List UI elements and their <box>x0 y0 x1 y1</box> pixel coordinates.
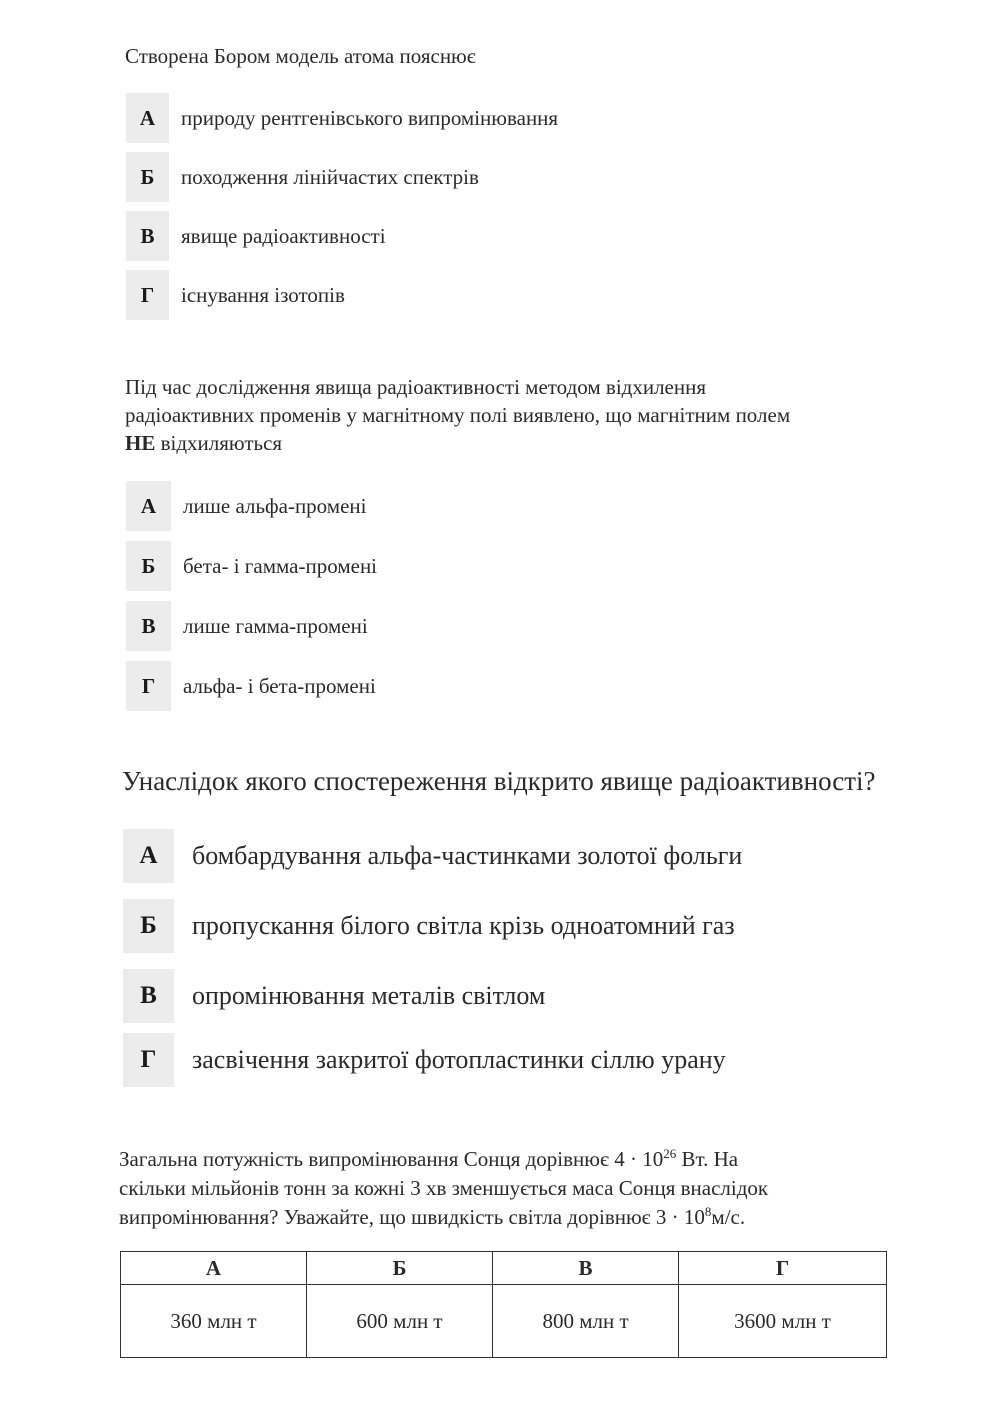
option-letter: Б <box>126 152 169 202</box>
option-letter: В <box>126 211 169 261</box>
question-3-option-a[interactable] <box>123 829 742 883</box>
option-letter: Г <box>123 1033 174 1087</box>
table-header-row <box>121 1252 887 1285</box>
question-2-prompt <box>125 373 905 457</box>
question-1-option-c[interactable] <box>126 211 386 261</box>
option-letter: А <box>126 481 171 531</box>
option-text: існування ізотопів <box>181 282 345 307</box>
option-text: альфа- і бета-промені <box>183 673 376 698</box>
prompt-text: випромінювання? Уважайте, що швидкість світла дорівнює 3 · 10 <box>119 1205 705 1229</box>
table-header-cell: Б <box>307 1252 493 1285</box>
question-3-prompt: Унаслідок якого спостереження відкрито явище радіоактивності? <box>122 766 876 796</box>
option-text: лише альфа-промені <box>183 493 367 518</box>
option-text: пропускання білого світла крізь одноатомний газ <box>192 911 735 940</box>
question-2-option-a[interactable] <box>126 481 366 531</box>
question-1-prompt: Створена Бором модель атома пояснює <box>125 44 476 68</box>
prompt-line: радіоактивних променів у магнітному полі виявлено, що магнітним полем <box>125 403 791 427</box>
question-3-option-b[interactable] <box>123 899 735 953</box>
prompt-emphasis: НЕ <box>125 431 156 455</box>
question-2-option-d[interactable] <box>126 661 376 711</box>
question-1-option-d[interactable] <box>126 270 345 320</box>
prompt-text: Загальна потужність випромінювання Сонця дорівнює 4 · 10 <box>119 1147 664 1171</box>
answer-cell-c[interactable]: 800 млн т <box>493 1285 679 1358</box>
option-text: явище радіоактивності <box>181 223 386 248</box>
option-text: природу рентгенівського випромінювання <box>181 105 559 130</box>
option-letter: Г <box>126 661 171 711</box>
exponent: 26 <box>663 1146 677 1161</box>
answer-cell-d[interactable]: 3600 млн т <box>679 1285 887 1358</box>
question-3-option-d[interactable] <box>123 1033 726 1087</box>
option-letter: Г <box>126 270 169 320</box>
prompt-text: Вт. На <box>676 1147 739 1171</box>
option-text: засвічення закритої фотопластинки сіллю урану <box>192 1045 726 1074</box>
question-1-option-b[interactable] <box>126 152 479 202</box>
option-text: бомбардування альфа-частинками золотої фольги <box>192 841 743 870</box>
option-letter: В <box>126 601 171 651</box>
table-header-cell: А <box>121 1252 307 1285</box>
option-letter: Б <box>126 541 171 591</box>
table-header-cell: Г <box>679 1252 887 1285</box>
option-letter: В <box>123 969 174 1023</box>
answer-cell-b[interactable]: 600 млн т <box>307 1285 493 1358</box>
answer-cell-a[interactable]: 360 млн т <box>121 1285 307 1358</box>
option-letter: Б <box>123 899 174 953</box>
prompt-line: відхиляються <box>160 431 283 455</box>
option-letter: А <box>123 829 174 883</box>
answer-table <box>120 1251 887 1358</box>
table-header-cell: В <box>493 1252 679 1285</box>
prompt-text: м/с. <box>711 1205 746 1229</box>
prompt-line: Під час дослідження явища радіоактивності методом відхилення <box>125 375 707 399</box>
prompt-text: скільки мільйонів тонн за кожні 3 хв зменшується маса Сонця внаслідок <box>119 1176 769 1200</box>
question-2-option-c[interactable] <box>126 601 368 651</box>
question-3-option-c[interactable] <box>123 969 545 1023</box>
option-text: бета- і гамма-промені <box>183 553 378 578</box>
option-text: походження лінійчастих спектрів <box>181 164 479 189</box>
question-1-option-a[interactable] <box>126 93 558 143</box>
option-text: лише гамма-промені <box>183 613 368 638</box>
exponent: 8 <box>704 1204 712 1219</box>
question-2-option-b[interactable] <box>126 541 377 591</box>
option-text: опромінювання металів світлом <box>192 981 546 1010</box>
question-4-prompt <box>119 1145 899 1232</box>
option-letter: А <box>126 93 169 143</box>
table-row <box>121 1285 887 1358</box>
